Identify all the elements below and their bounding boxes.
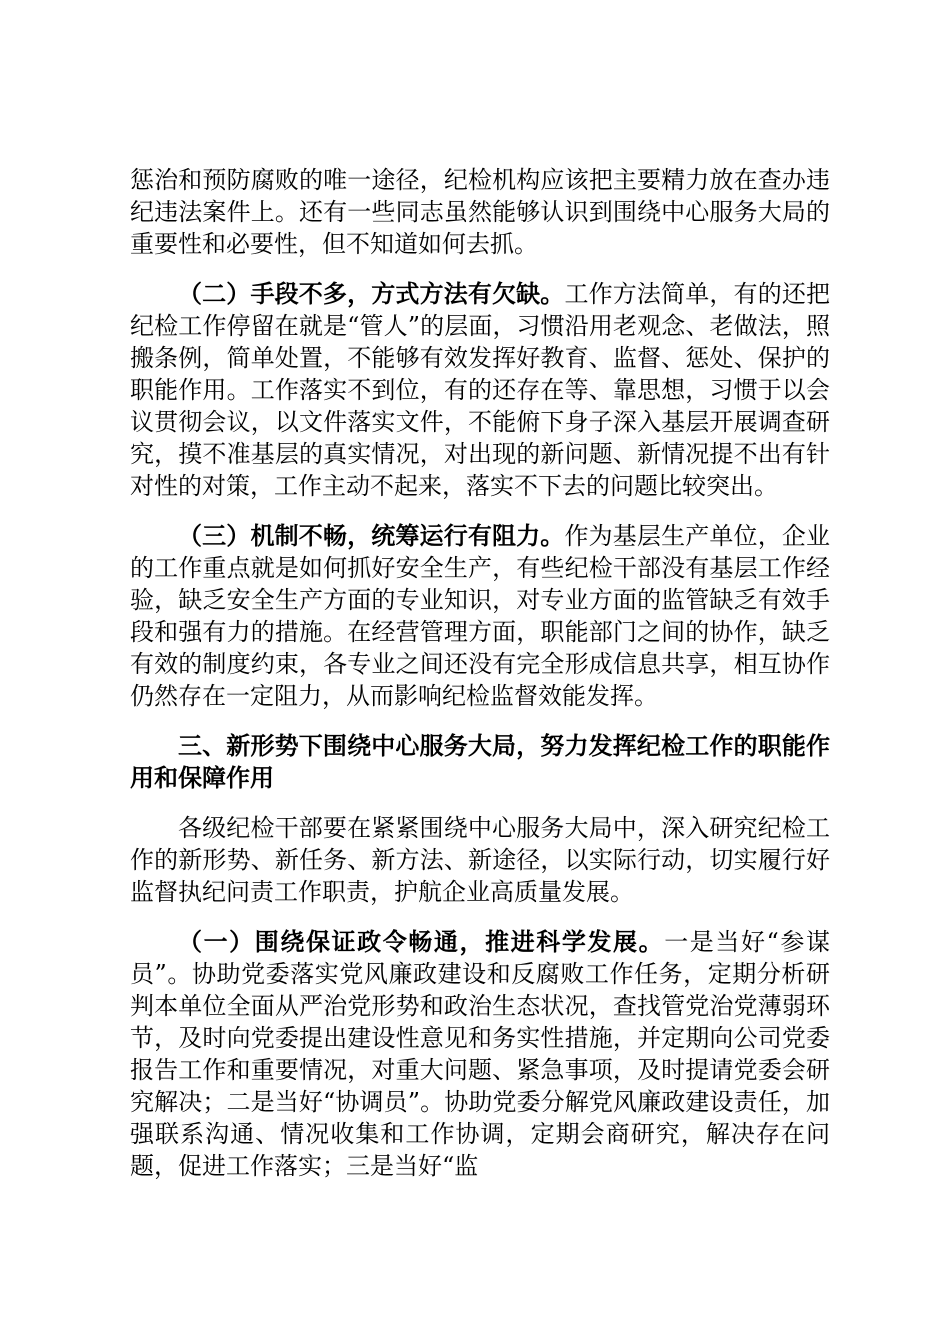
paragraph-text: 一是当好“参谋员”。协助党委落实党风廉政建设和反腐败工作任务，定期分析研判本单位全面从严治党形势和政治生态状况，查找管党治党薄弱环节，及时向党委提出建设性意见和务实性措施，并定期向公司党委报告工作和重要情况，对重大问题、紧急事项，及时提请党委会研究解决；二是当好“协调员”。协助党委分解党风廉政建设责任，加强联系沟通、情况收集和工作协调，定期会商研究，解决存在问题，促进工作落实；三是当好“监 (130, 928, 830, 1180)
paragraph-continuation: 惩治和预防腐败的唯一途径，纪检机构应该把主要精力放在查办违纪违法案件上。还有一些同志虽然能够认识到围绕中心服务大局的重要性和必要性，但不知道如何去抓。 (130, 166, 830, 258)
paragraph-title: （一）围绕保证政令畅通，推进科学发展。 (178, 927, 665, 956)
paragraph-title: （三）机制不畅，统筹运行有阻力。 (178, 521, 565, 550)
paragraph-intro: 各级纪检干部要在紧紧围绕中心服务大局中，深入研究纪检工作的新形势、新任务、新方法、新途径，以实际行动，切实履行好监督执纪问责工作职责，护航企业高质量发展。 (130, 814, 830, 906)
section-heading: 三、新形势下围绕中心服务大局，努力发挥纪检工作的职能作用和保障作用 (130, 731, 830, 792)
document-body (130, 164, 830, 1200)
paragraph-text: 作为基层生产单位，企业的工作重点就是如何抓好安全生产，有些纪检干部没有基层工作经验，缺乏安全生产方面的专业知识，对专业方面的监管缺乏有效手段和强有力的措施。在经营管理方面，职能部门之间的协作，缺乏有效的制度约束，各专业之间还没有完全形成信息共享，相互协作仍然存在一定阻力，从而影响纪检监督效能发挥。 (130, 522, 831, 710)
paragraph-section-2 (130, 278, 830, 502)
paragraph-subsection-1 (130, 926, 830, 1182)
paragraph-text: 工作方法简单，有的还把纪检工作停留在就是“管人”的层面，习惯沿用老观念、老做法，照搬条例，简单处置，不能够有效发挥好教育、监督、惩处、保护的职能作用。工作落实不到位，有的还存在等、靠思想，习惯于以会议贯彻会议，以文件落实文件，不能俯下身子深入基层开展调查研究，摸不准基层的真实情况，对出现的新问题、新情况提不出有针对性的对策，工作主动不起来，落实不下去的问题比较突出。 (130, 280, 831, 500)
paragraph-title: （二）手段不多，方式方法有欠缺。 (178, 279, 565, 308)
paragraph-section-3 (130, 520, 830, 712)
